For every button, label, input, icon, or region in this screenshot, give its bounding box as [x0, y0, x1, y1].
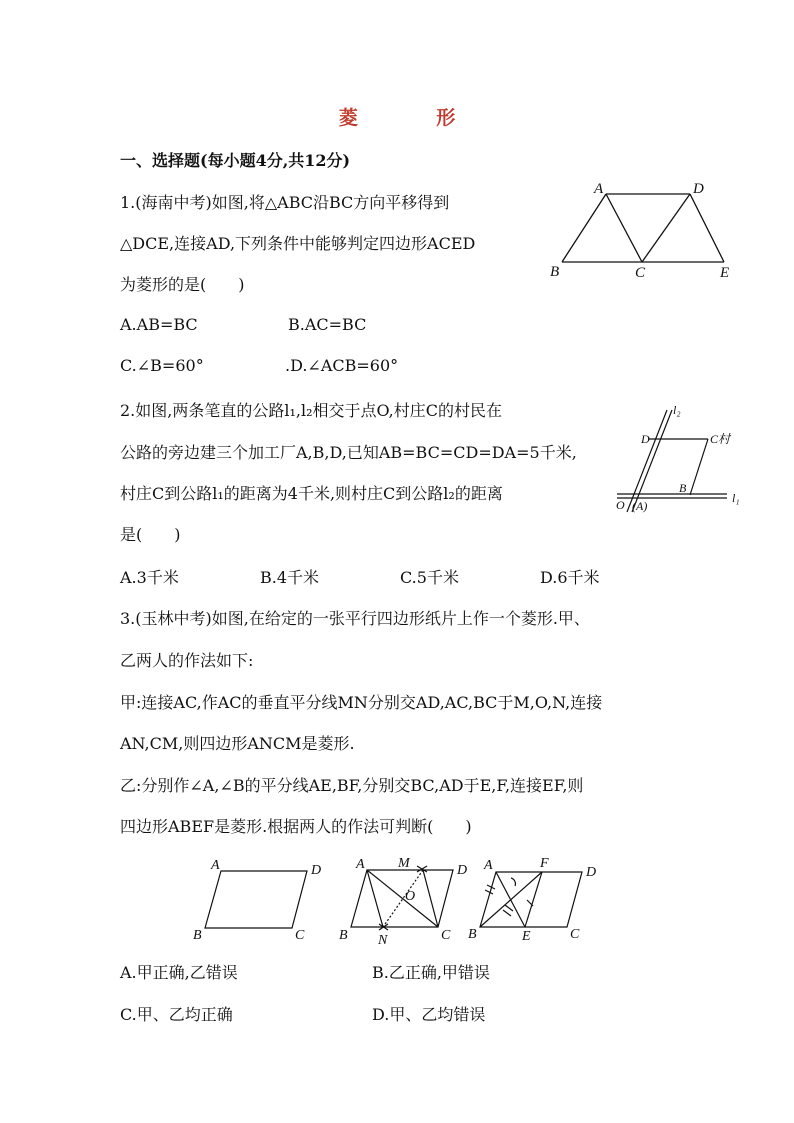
- q3-fig3-label-f: F: [540, 856, 549, 871]
- q2-line-1: 2.如图,两条笔直的公路l₁,l₂相交于点O,村庄C的村民在: [120, 401, 503, 420]
- q1-label-d: D: [693, 181, 704, 197]
- q3-fig2-label-a: A: [356, 857, 365, 872]
- q2-label-a: (A): [632, 499, 648, 513]
- q1-label-a: A: [594, 181, 604, 197]
- q1-label-c: C: [635, 265, 646, 281]
- q3-fig3-label-a: A: [484, 858, 493, 873]
- q3-fig3-label-d: D: [586, 865, 597, 880]
- q3-fig2-label-o: O: [405, 889, 416, 904]
- q1-option-a[interactable]: A.AB=BC: [120, 315, 198, 334]
- q1-label-b: B: [550, 264, 560, 280]
- q3-line-5: 乙:分别作∠A,∠B的平分线AE,BF,分别交BC,AD于E,F,连接EF,则: [120, 776, 584, 795]
- q3-line-6: 四边形ABEF是菱形.根据两人的作法可判断( ): [120, 817, 472, 836]
- q2-label-c: C村: [710, 432, 731, 446]
- q3-option-b[interactable]: B.乙正确,甲错误: [372, 963, 490, 982]
- q1-line-3: 为菱形的是( ): [120, 275, 245, 294]
- q2-option-b[interactable]: B.4千米: [260, 568, 320, 587]
- q2-label-b: B: [679, 481, 687, 495]
- q2-label-l1: l₁: [732, 491, 740, 505]
- page-title: 菱 形: [338, 107, 492, 129]
- q2-line-2: 公路的旁边建三个加工厂A,B,D,已知AB=BC=CD=DA=5千米,: [120, 443, 577, 462]
- q3-fig2-label-c: C: [441, 928, 451, 943]
- q3-fig1-label-b: B: [193, 928, 202, 943]
- q3-fig1-label-a: A: [211, 858, 220, 873]
- q3-figures: [185, 852, 605, 947]
- q3-option-a[interactable]: A.甲正确,乙错误: [120, 963, 238, 982]
- q3-fig3-label-b: B: [468, 927, 477, 942]
- q1-option-d[interactable]: .D.∠ACB=60°: [285, 356, 399, 375]
- q3-line-4: AN,CM,则四边形ANCM是菱形.: [120, 734, 355, 753]
- q3-fig2-label-b: B: [339, 928, 348, 943]
- q1-figure: [540, 176, 740, 286]
- q1-label-e: E: [720, 265, 730, 281]
- q2-option-a[interactable]: A.3千米: [120, 568, 179, 587]
- q2-label-o: O: [616, 498, 625, 512]
- q3-fig1-label-d: D: [311, 863, 322, 878]
- q3-line-1: 3.(玉林中考)如图,在给定的一张平行四边形纸片上作一个菱形.甲、: [120, 609, 590, 628]
- q1-line-1: 1.(海南中考)如图,将△ABC沿BC方向平移得到: [120, 193, 450, 212]
- q1-line-2: △DCE,连接AD,下列条件中能够判定四边形ACED: [120, 234, 476, 253]
- q3-fig3-label-c: C: [570, 927, 580, 942]
- q3-fig2-label-m: M: [398, 856, 410, 871]
- q3-fig2-label-n: N: [378, 933, 388, 947]
- q2-line-3: 村庄C到公路l₁的距离为4千米,则村庄C到公路l₂的距离: [120, 484, 503, 503]
- q3-fig3-label-e: E: [522, 929, 531, 944]
- q2-line-4: 是( ): [120, 525, 181, 544]
- q3-line-3: 甲:连接AC,作AC的垂直平分线MN分别交AD,AC,BC于M,O,N,连接: [120, 693, 603, 712]
- q2-label-l2: l₂: [673, 403, 681, 417]
- q3-figure-2: [351, 866, 453, 930]
- q3-fig2-label-d: D: [457, 863, 468, 878]
- q3-option-c[interactable]: C.甲、乙均正确: [120, 1005, 233, 1024]
- q3-option-d[interactable]: D.甲、乙均错误: [372, 1005, 486, 1024]
- q3-fig1-label-c: C: [295, 928, 305, 943]
- q2-label-d: D: [641, 432, 650, 446]
- q3-figure-3: [480, 872, 582, 927]
- q2-option-d[interactable]: D.6千米: [540, 568, 600, 587]
- section-heading: 一、选择题(每小题4分,共12分): [120, 151, 351, 170]
- q3-line-2: 乙两人的作法如下:: [120, 651, 254, 670]
- q2-option-c[interactable]: C.5千米: [400, 568, 459, 587]
- q1-option-b[interactable]: B.AC=BC: [288, 315, 367, 334]
- q2-figure: [605, 398, 755, 523]
- q1-option-c[interactable]: C.∠B=60°: [120, 356, 204, 375]
- q3-figure-1: [205, 871, 307, 928]
